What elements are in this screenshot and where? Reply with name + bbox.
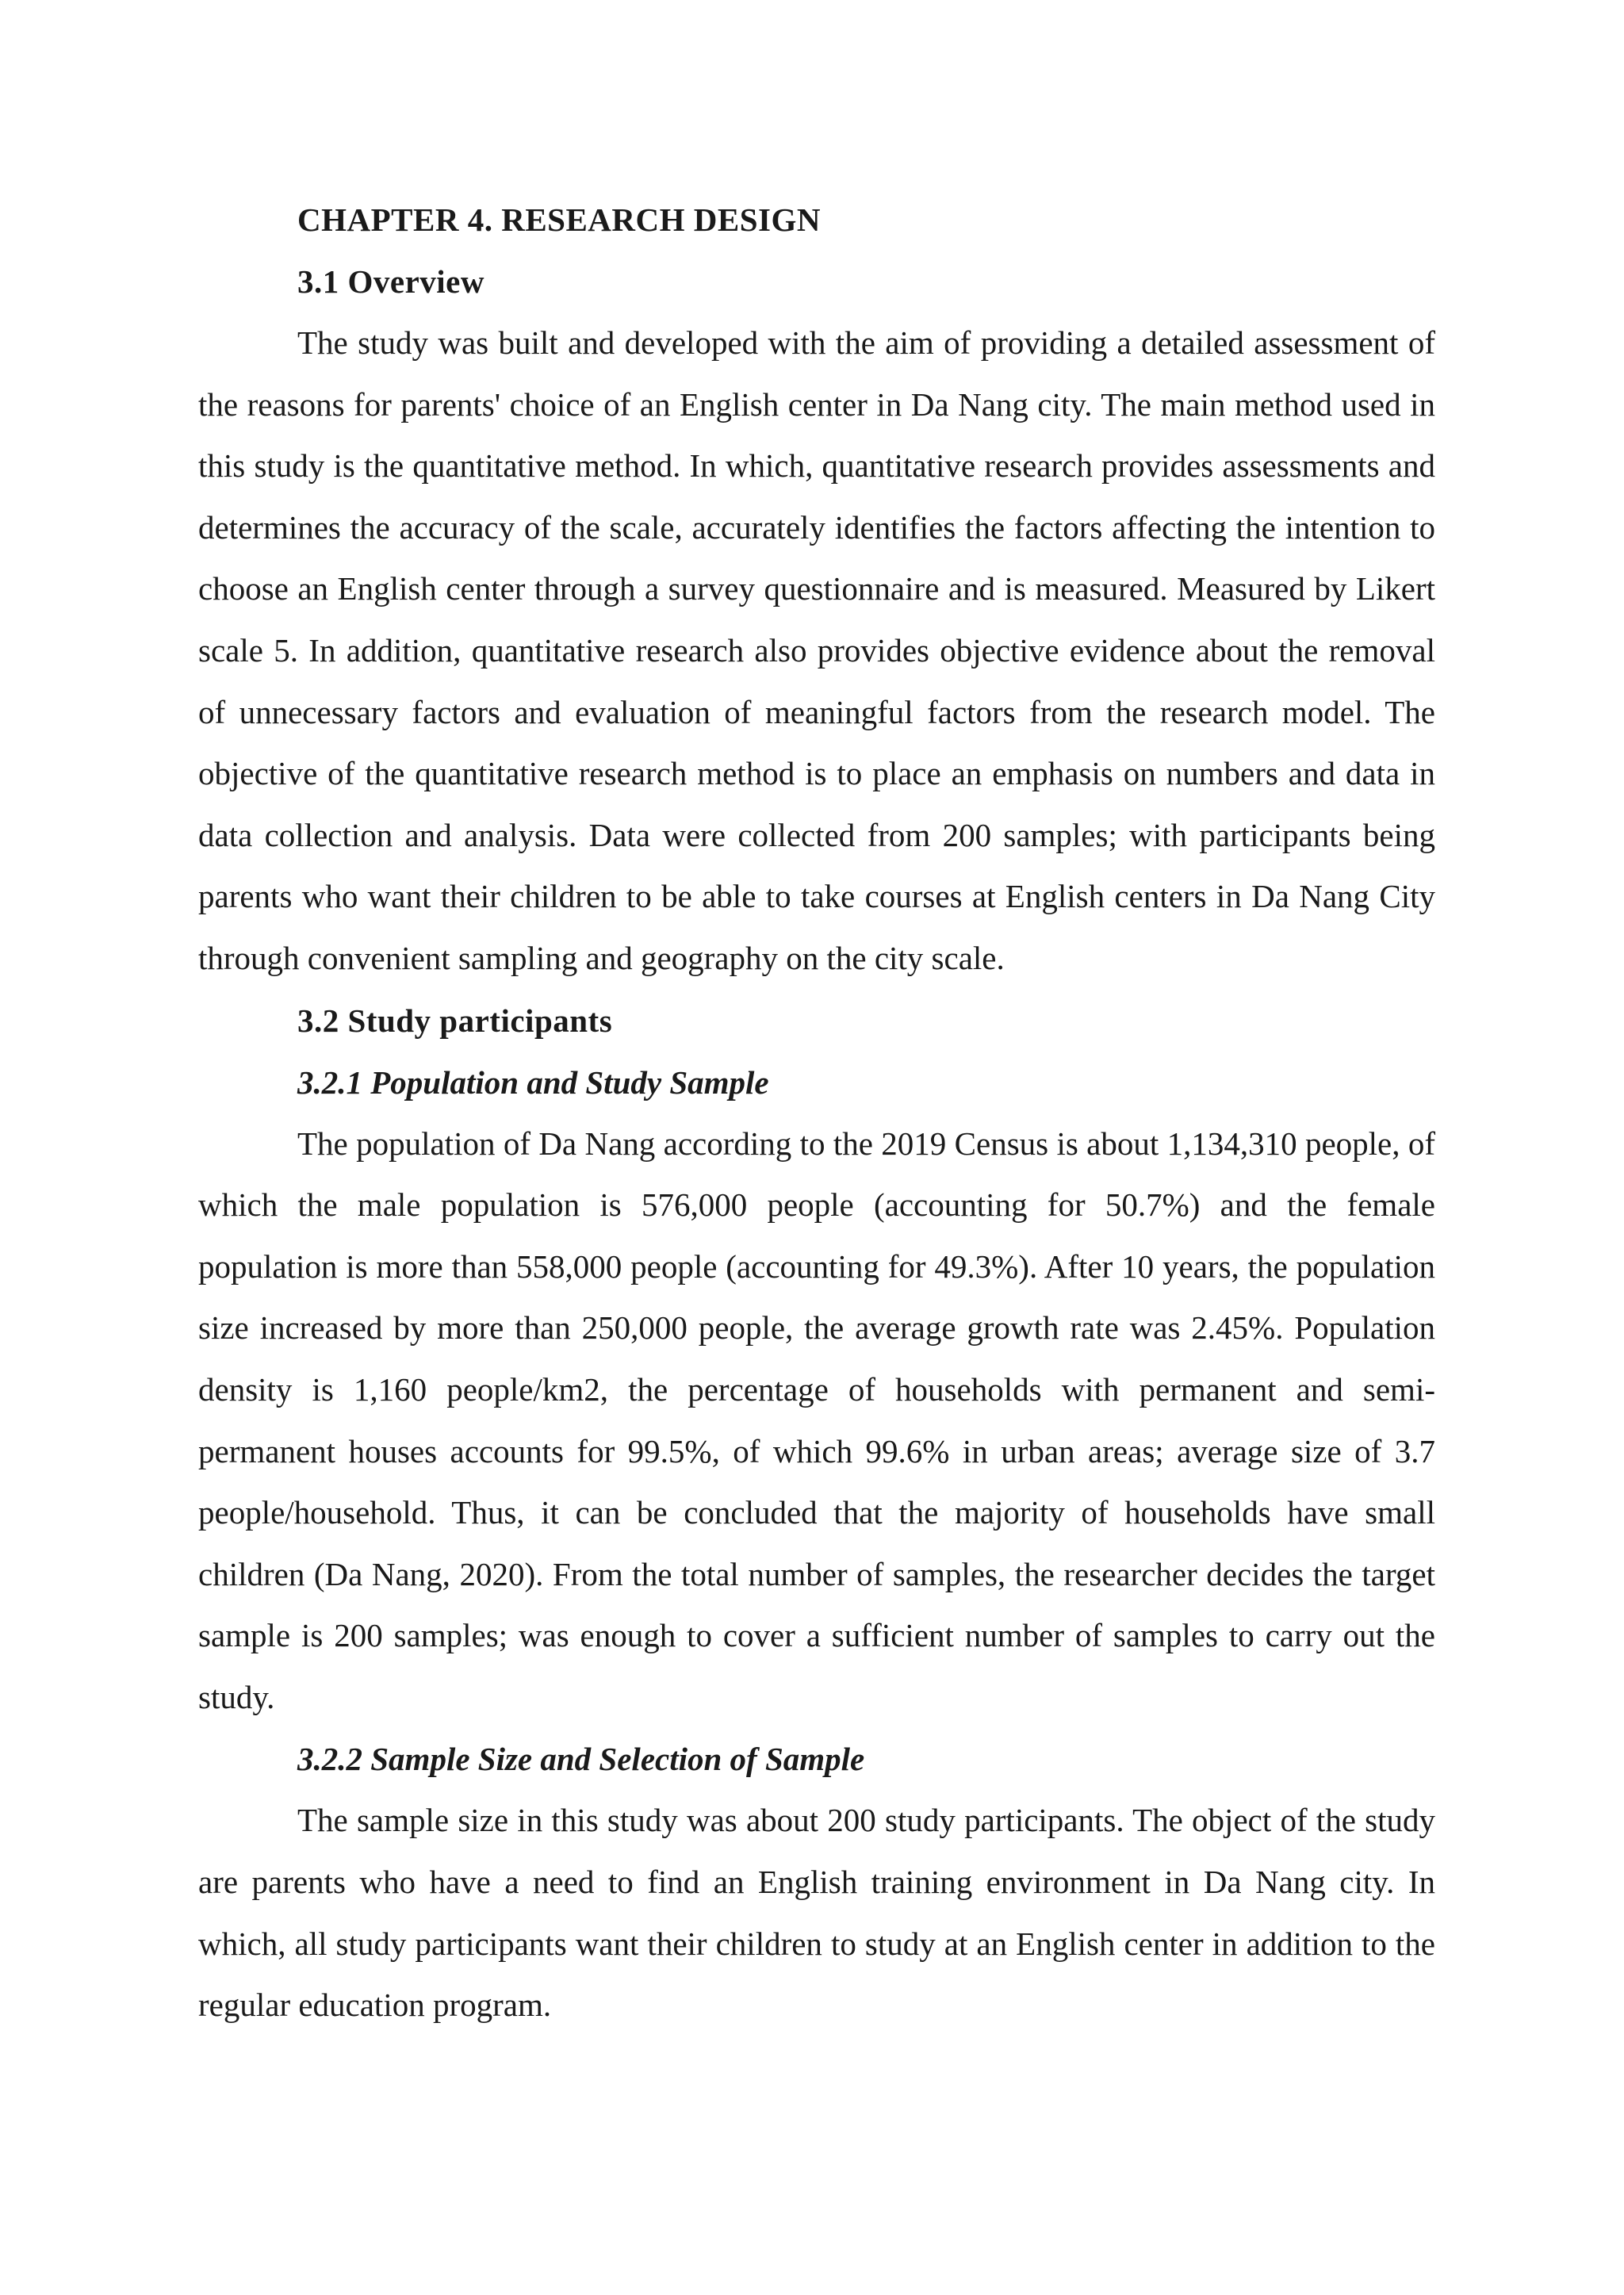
section-heading-overview: 3.1 Overview [297,263,485,300]
population-paragraph: The population of Da Nang according to the 2019 Census is about 1,134,310 people, of which the male population is 576,000 people (accounting for 50.7%) and the female population is more than 558,000 people (accounting for 49.3%). After 10 years, the population size increased by more than 250,000 people, the average growth rate was 2.45%. Population density is 1,160 people/km2, the percentage of households with permanent and semi-permanent houses accounts for 99.5%, of which 99.6% in urban areas; average size of 3.7 people/household. Thus, it can be concluded that the majority of households have small children (Da Nang, 2020). From the total number of samples, the researcher decides the target sample is 200 samples; was enough to cover a sufficient number of samples to carry out the study. [198,1125,1435,1715]
section-heading-study-participants: 3.2 Study participants [297,1002,613,1039]
overview-paragraph: The study was built and developed with the aim of providing a detailed assessment of the reasons for parents' choice of an English center in Da Nang city. The main method used in this study is the quantitative method. In which, quantitative research provides assessments and determines the accuracy of the scale, accurately identifies the factors affecting the intention to choose an English center through a survey questionnaire and is measured. Measured by Likert scale 5. In addition, quantitative research also provides objective evidence about the removal of unnecessary factors and evaluation of meaningful factors from the research model. The objective of the quantitative research method is to place an emphasis on numbers and data in data collection and analysis. Data were collected from 200 samples; with participants being parents who want their children to be able to take courses at English centers in Da Nang City through convenient sampling and geography on the city scale. [198,324,1435,976]
sample-size-paragraph: The sample size in this study was about 200 study participants. The object of the study are parents who have a need to find an English training environment in Da Nang city. In which, all study participants want their children to study at an English center in addition to the regular education program. [198,1802,1435,2024]
subsection-heading-sample-size: 3.2.2 Sample Size and Selection of Sample [297,1741,865,1778]
subsection-heading-population: 3.2.1 Population and Study Sample [297,1063,769,1101]
chapter-title: CHAPTER 4. RESEARCH DESIGN [297,201,821,238]
page-content [198,189,1435,2036]
